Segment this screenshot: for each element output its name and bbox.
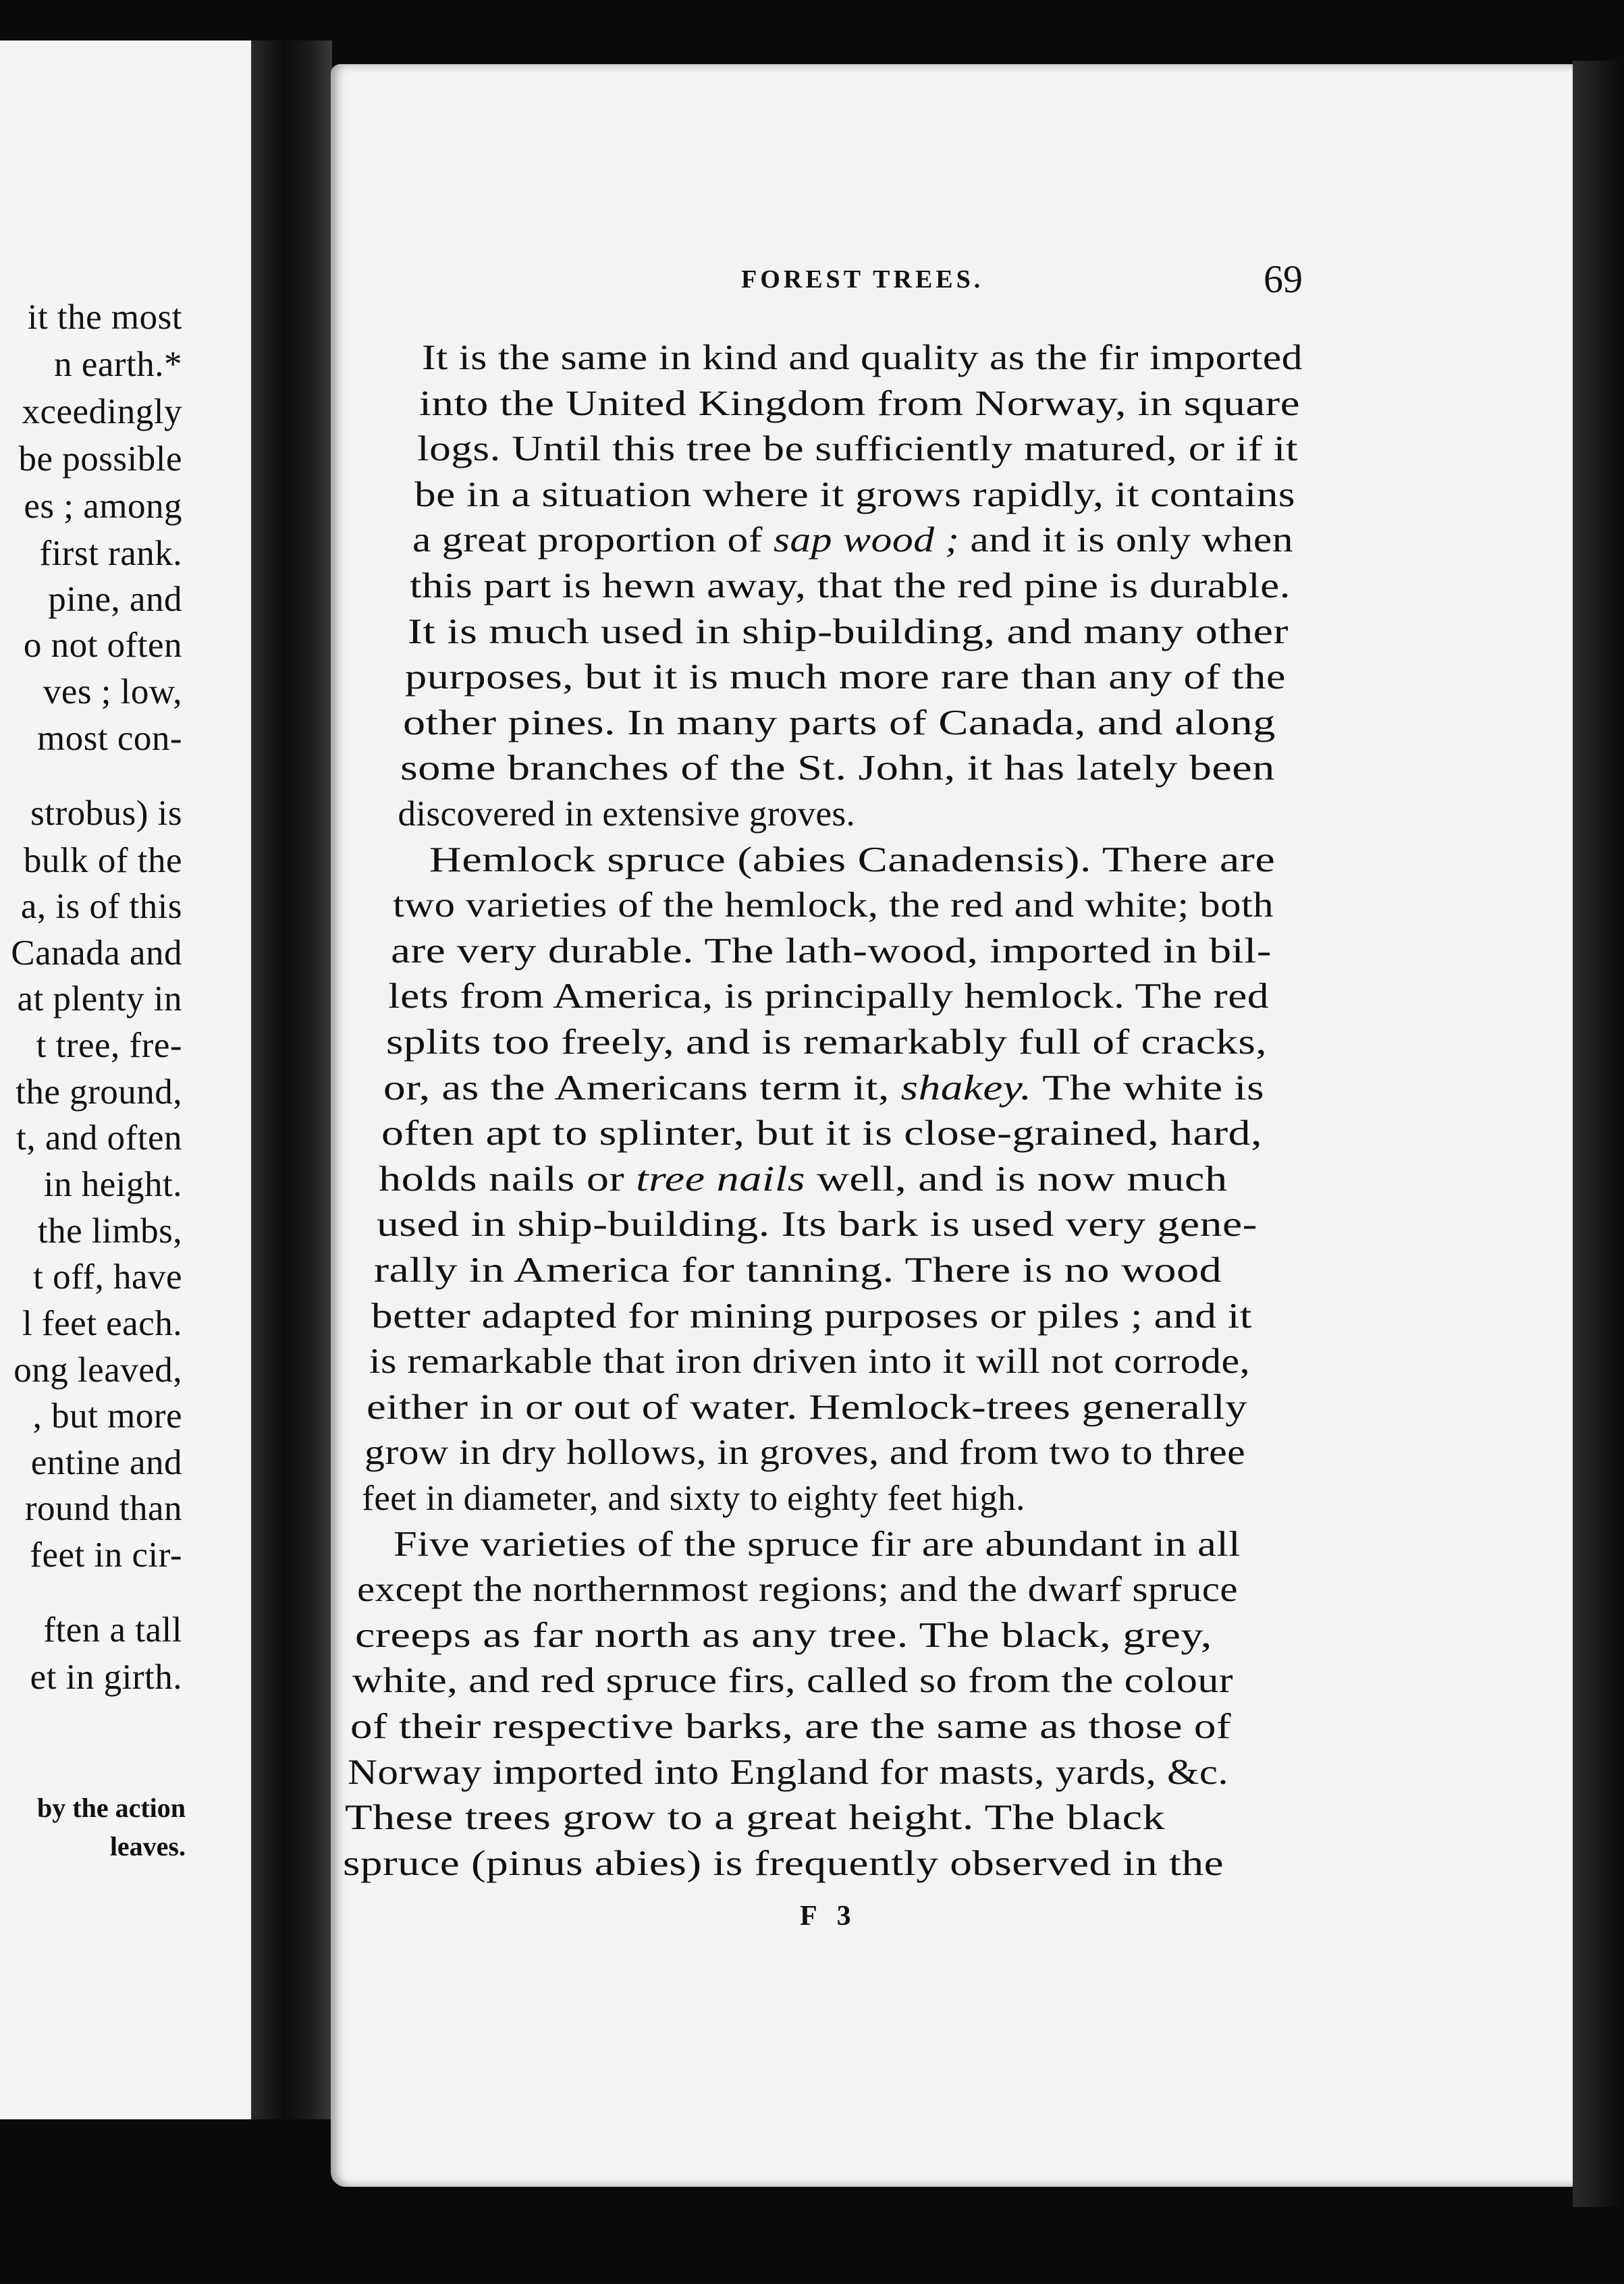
text-run: Norway imported into England for masts, yards, &c. bbox=[347, 1752, 1229, 1792]
body-text-line bbox=[348, 1752, 1228, 1793]
italic-text-run: sap wood ; bbox=[773, 520, 960, 560]
body-text-line bbox=[412, 520, 1293, 560]
left-page-line: t off, have bbox=[33, 1257, 182, 1297]
body-text-line bbox=[352, 1660, 1233, 1701]
text-run: discovered in extensive groves. bbox=[398, 794, 856, 834]
text-run: and it is only when bbox=[959, 520, 1293, 560]
body-text-line bbox=[381, 1113, 1262, 1153]
text-run: are very durable. The lath-wood, imported in bil- bbox=[390, 931, 1272, 971]
left-page-line: round than bbox=[24, 1489, 182, 1528]
left-page-line: most con- bbox=[37, 719, 182, 758]
text-run: Five varieties of the spruce fir are abundant in all bbox=[393, 1524, 1241, 1564]
text-run: into the United Kingdom from Norway, in square bbox=[419, 383, 1301, 423]
left-page-line: ong leaved, bbox=[13, 1351, 182, 1390]
body-text-line bbox=[419, 383, 1300, 424]
text-run: either in or out of water. Hemlock-trees generally bbox=[367, 1387, 1248, 1427]
book-gutter bbox=[251, 40, 332, 2119]
body-text-line bbox=[350, 1706, 1231, 1747]
running-head: FOREST TREES. bbox=[741, 265, 984, 294]
text-run: It is the same in kind and quality as the fir imported bbox=[422, 338, 1303, 377]
body-text-line bbox=[429, 840, 1275, 880]
body-text-line bbox=[369, 1341, 1250, 1382]
text-run: some branches of the St. John, it has lately been bbox=[400, 749, 1275, 788]
body-text-line bbox=[388, 976, 1269, 1016]
text-run: a great proportion of bbox=[412, 520, 774, 560]
left-page-line: it the most bbox=[27, 298, 182, 337]
left-page-line: bulk of the bbox=[23, 841, 182, 880]
left-page-line: l feet each. bbox=[22, 1304, 182, 1343]
body-text-line bbox=[343, 1843, 1224, 1884]
left-page-line: ften a tall bbox=[43, 1610, 182, 1650]
body-text-line bbox=[374, 1250, 1222, 1290]
left-page-line: be possible bbox=[18, 439, 182, 479]
body-text-line bbox=[383, 1068, 1264, 1108]
body-text-line bbox=[403, 703, 1276, 743]
left-page-line: in height. bbox=[43, 1165, 182, 1204]
text-run: this part is hewn away, that the red pine is durable. bbox=[410, 566, 1291, 605]
text-run: or, as the Americans term it, bbox=[383, 1068, 901, 1108]
body-text-line bbox=[398, 794, 856, 834]
body-text-line bbox=[367, 1387, 1247, 1428]
body-text-line bbox=[391, 931, 1272, 971]
left-page-line: t tree, fre- bbox=[36, 1026, 182, 1065]
body-text-line bbox=[393, 885, 1274, 925]
body-text-line bbox=[371, 1296, 1252, 1336]
text-run: is remarkable that iron driven into it will not corrode, bbox=[369, 1342, 1250, 1382]
body-text-line bbox=[417, 429, 1298, 469]
left-page-line: first rank. bbox=[39, 534, 182, 573]
text-run: except the northernmost regions; and the dwarf spruce bbox=[357, 1570, 1239, 1610]
left-page-line: at plenty in bbox=[17, 979, 182, 1018]
text-run: often apt to splinter, but it is close-grained, hard, bbox=[381, 1114, 1262, 1153]
body-text-line bbox=[400, 748, 1275, 788]
body-text-line bbox=[414, 474, 1295, 515]
text-run: other pines. In many parts of Canada, and along bbox=[402, 703, 1276, 742]
left-page-line: t, and often bbox=[16, 1118, 182, 1158]
left-page-line: et in girth. bbox=[30, 1658, 182, 1697]
left-page-line: o not often bbox=[23, 626, 182, 665]
text-run: logs. Until this tree be sufficiently matured, or if it bbox=[416, 429, 1298, 469]
text-run: better adapted for mining purposes or piles ; and it bbox=[371, 1296, 1253, 1336]
body-text-line bbox=[408, 611, 1289, 652]
text-run: splits too freely, and is remarkably full of cracks, bbox=[385, 1023, 1267, 1062]
text-run: used in ship-building. Its bark is used very gene- bbox=[376, 1205, 1257, 1245]
body-text-line bbox=[345, 1797, 1165, 1838]
left-page-line: xceedingly bbox=[22, 392, 182, 431]
body-text-line bbox=[405, 657, 1286, 697]
left-page-line: , but more bbox=[32, 1396, 182, 1436]
text-run: It is much used in ship-building, and many other bbox=[407, 611, 1289, 651]
right-edge-shadow bbox=[1573, 61, 1624, 2207]
left-page-line: strobus) is bbox=[30, 794, 182, 833]
italic-text-run: shakey. bbox=[900, 1068, 1032, 1108]
text-run: rally in America for tanning. There is no wood bbox=[374, 1251, 1222, 1290]
text-run: of their respective barks, are the same as those of bbox=[350, 1707, 1231, 1746]
text-run: be in a situation where it grows rapidly, it contains bbox=[414, 474, 1296, 514]
text-run: purposes, but it is much more rare than any of the bbox=[405, 657, 1287, 697]
left-page-line: n earth.* bbox=[54, 345, 182, 384]
left-page-footnote: by the action bbox=[37, 1793, 186, 1823]
body-text-line bbox=[394, 1524, 1241, 1565]
body-text-line bbox=[355, 1615, 1212, 1656]
left-page-line: the ground, bbox=[16, 1072, 182, 1112]
text-run: These trees grow to a great height. The black bbox=[345, 1798, 1166, 1838]
left-page bbox=[0, 40, 256, 2119]
left-page-line: the limbs, bbox=[37, 1212, 182, 1251]
italic-text-run: tree nails bbox=[636, 1159, 806, 1199]
page-number: 69 bbox=[1264, 257, 1303, 301]
body-text-line bbox=[386, 1022, 1267, 1062]
body-text-line bbox=[377, 1204, 1257, 1245]
text-run: white, and red spruce firs, called so from the colour bbox=[352, 1661, 1234, 1701]
body-text-line bbox=[364, 1432, 1245, 1473]
left-page-line: Canada and bbox=[11, 933, 182, 973]
text-run: Hemlock spruce (abies Canadensis). There are bbox=[429, 840, 1276, 879]
body-text-line bbox=[379, 1159, 1228, 1199]
text-run: feet in diameter, and sixty to eighty feet high. bbox=[362, 1479, 1025, 1518]
text-run: spruce (pinus abies) is frequently observed in the bbox=[342, 1843, 1224, 1883]
left-page-line: es ; among bbox=[24, 487, 182, 526]
text-run: creeps as far north as any tree. The black, grey, bbox=[354, 1615, 1212, 1655]
body-text-line bbox=[410, 566, 1291, 606]
text-run: The white is bbox=[1031, 1068, 1265, 1108]
text-run: lets from America, is principally hemlock. The red bbox=[388, 977, 1270, 1016]
left-page-line: a, is of this bbox=[20, 887, 182, 926]
left-page-footnote: leaves. bbox=[109, 1831, 186, 1861]
text-run: well, and is now much bbox=[805, 1159, 1228, 1199]
body-text-line bbox=[422, 337, 1303, 378]
left-page-line: feet in cir- bbox=[30, 1535, 182, 1575]
text-run: holds nails or bbox=[379, 1159, 637, 1199]
left-page-line: entine and bbox=[30, 1443, 182, 1482]
left-page-line: ves ; low, bbox=[43, 672, 182, 711]
text-run: two varieties of the hemlock, the red and white; both bbox=[393, 886, 1274, 925]
text-run: grow in dry hollows, in groves, and from two to three bbox=[364, 1433, 1245, 1473]
signature-mark: F 3 bbox=[800, 1901, 858, 1932]
body-text-line bbox=[357, 1569, 1238, 1610]
left-page-line: pine, and bbox=[48, 580, 182, 619]
body-text-line bbox=[362, 1478, 1025, 1519]
